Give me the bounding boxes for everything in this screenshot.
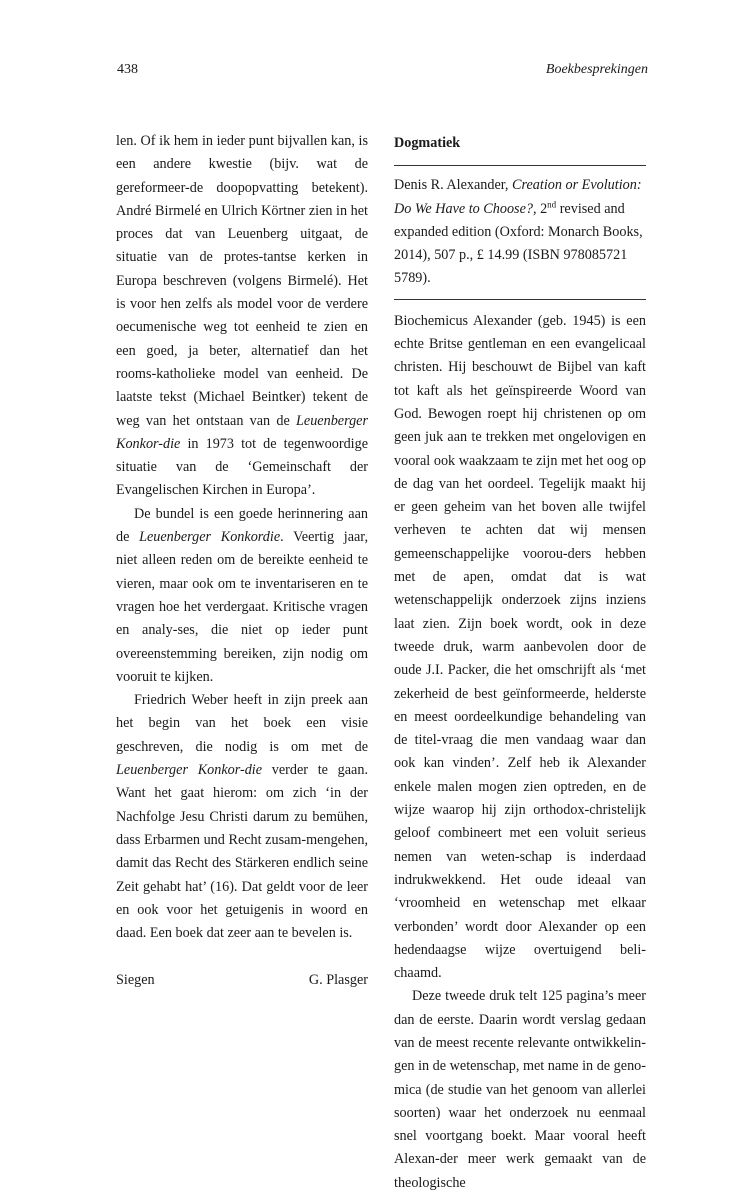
- signature-place: Siegen: [116, 972, 155, 989]
- paragraph: De bundel is een goede herinnering aan de Leuenberger Konkordie. Veertig jaar, niet alleen reden om de bereikte eenheid te vieren, maar ook om te inventariseren en te vragen hoe het verdergaat. Kritische vragen en analy-ses, die niet op ieder punt overeenstemming bereiken, zijn nodig om vooruit te kijken.: [116, 505, 368, 685]
- paragraph: Deze tweede druk telt 125 pagina’s meer dan de eerste. Daarin wordt verslag gedaan van de meest recente relevante ontwikkelin-gen in de wetenschap, met name in de geno-mica (de studie van het genoom van allerlei soorten) waar het onderzoek nu eenmaal snel voortgang boekt. Maar vooral heeft Alexan-der meer werk gemaakt van de theologische: [394, 988, 646, 1191]
- page-number: 438: [117, 62, 138, 77]
- signature-author: G. Plasger: [308, 972, 368, 989]
- section-heading: Dogmatiek: [394, 135, 461, 151]
- right-column: [394, 130, 646, 1195]
- divider: [394, 165, 646, 166]
- book-citation: Denis R. Alexander, Creation or Evolution: Do We Have to Choose?, 2nd revised and expanded edition (Oxford: Monarch Books, 2014), 507 p., £ 14.99 (ISBN 978085721 5789).: [394, 177, 643, 287]
- paragraph: len. Of ik hem in ieder punt bijvallen kan, is een andere kwestie (bijv. wat de gereformeer-de doopopvatting betekent). André Birmelé en Ulrich Körtner zien in het proces dat van Leuenberg uitgaat, de situatie van de protes-tantse kerken in Europa beschreven (volgens Birmelé). Het is voor hen zelfs als model voor de verdere oecumenische weg tot eenheid te zien en een goed, ja beter, alternatief dan het rooms-katholieke model van eenheid. De laatste tekst (Michael Beintker) tekent de weg van het ontstaan van de Leuenberger Konkor-die in 1973 tot de tegenwoordige situatie van de ‘Gemeinschaft der Evangelischen Kirchen in Europa’.: [116, 133, 368, 499]
- paragraph: Friedrich Weber heeft in zijn preek aan het begin van het boek een visie geschreven, die nodig is om met de Leuenberger Konkor-die verder te gaan. Want het gaat hierom: om zich ‘in der Nachfolge Jesu Christi darum zu bemühen, dass Erbarmen und Recht zusam-mengehen, damit das Recht des Stärkeren endlich seine Zeit gehabt hat’ (16). Dat geldt voor de leer en ook voor het getuigenis in woord en daad. Een boek dat zeer aan te bevelen is.: [116, 692, 368, 942]
- review-signature: [116, 969, 368, 992]
- paragraph: Biochemicus Alexander (geb. 1945) is een echte Britse gentleman en een evangelicaal christen. Hij beschouwt de Bijbel van kaft tot kaft als het geïnspireerde Woord van God. Bewogen roept hij christenen op om geen juk aan te trekken met ongelovigen en vooral ook waakzaam te zijn met het oog op de dag van het oordeel. Tegelijk maakt hij er geen geheim van het boven alle twijfel verheven te achten dat wij mensen gemeenschappelijke voorou-ders hebben met de apen, omdat dat is wat wetenschappelijk onderzoek zijns inziens laat zien. Zijn boek wordt, ook in deze tweede druk, warm aanbevolen door de oude J.I. Packer, die het omschrijft als ‘met zekerheid de best geïnformeerde, helderste en meest oordeelkundige behandeling van de titel-vraag die men vandaag waar dan ook kan vinden’. Zelf heb ik Alexander enkele malen mogen zien optreden, en de wijze waarop hij zijn orthodox-christelijk geloof combineert met een voluit serieus nemen van weten-schap is inderdaad indrukwekkend. Het oude ideaal van ‘vroomheid en wetenschap met elkaar verbonden’ wordt door Alexander op een hedendaagse wijze overtuigend beli-chaamd.: [394, 312, 646, 982]
- running-header: Boekbesprekingen: [545, 62, 648, 77]
- divider: [394, 299, 646, 300]
- left-column: [116, 130, 368, 993]
